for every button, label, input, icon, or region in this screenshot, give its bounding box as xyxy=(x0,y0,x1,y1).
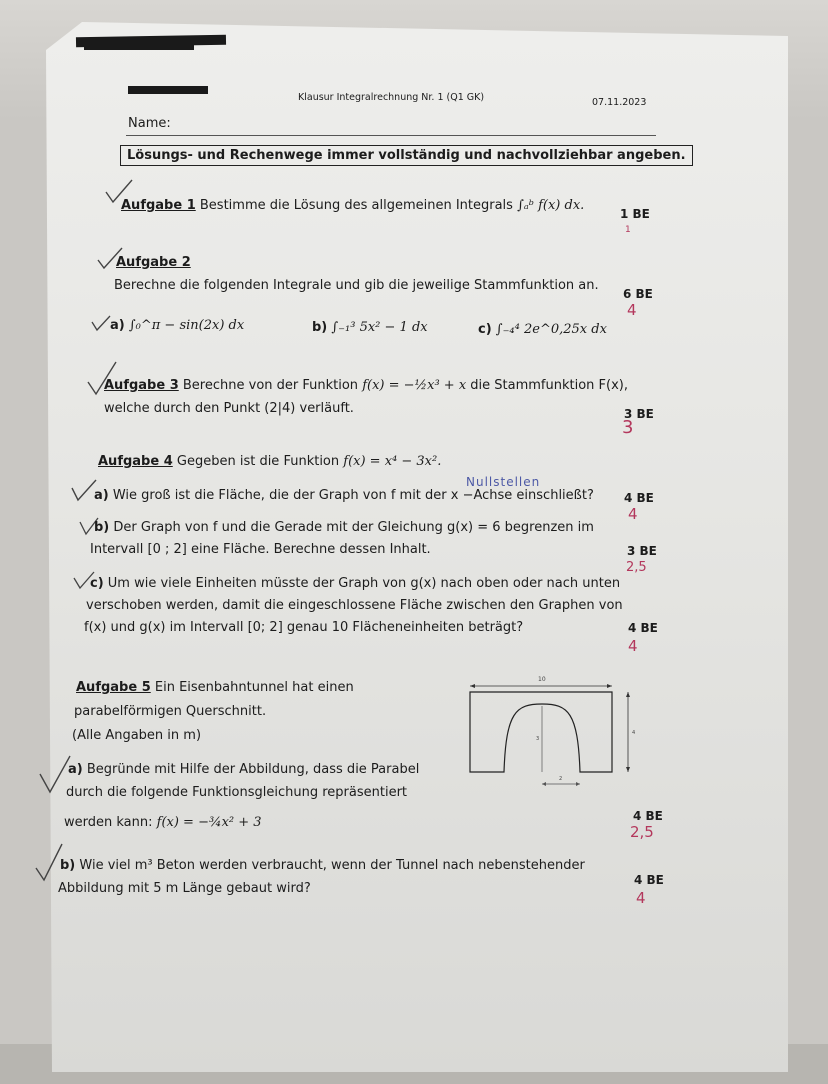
points: 3 BE xyxy=(627,544,657,558)
task-text: Gegeben ist die Funktion xyxy=(176,454,340,469)
name-line xyxy=(126,135,656,136)
subtask-label: a) xyxy=(110,318,125,333)
task-formula: ∫ₐᵇ f(x) dx. xyxy=(517,198,585,213)
score: 3 xyxy=(622,417,634,438)
instruction-box: Lösungs- und Rechenwege immer vollständig und nachvollziehbar angeben. xyxy=(120,145,693,166)
subtask-formula: ∫₋₄⁴ 2e^0,25x dx xyxy=(495,322,607,337)
subtask-text: werden kann: xyxy=(64,815,153,830)
exam-date: 07.11.2023 xyxy=(592,97,647,108)
subtask-text: Wie groß ist die Fläche, die der Graph von f mit der x −Achse einschließt? xyxy=(112,488,594,503)
score: 4 xyxy=(628,505,638,523)
task-formula: f(x) = −½x³ + x xyxy=(362,378,467,393)
subtask-formula: f(x) = −¾x² + 3 xyxy=(156,815,262,830)
subtask-formula: ∫₀^π − sin(2x) dx xyxy=(128,318,245,333)
subtask-label: a) xyxy=(94,488,109,503)
figure-width-label: 10 xyxy=(538,676,546,683)
score: 2,5 xyxy=(630,823,654,841)
subtask-text: Wie viel m³ Beton werden verbraucht, wenn der Tunnel nach nebenstehender xyxy=(79,858,585,873)
subtask-label: b) xyxy=(60,858,76,873)
subtask-label: c) xyxy=(478,322,492,337)
figure-arch-height-label: 3 xyxy=(536,736,540,742)
subtask-text: f(x) und g(x) im Intervall [0; 2] genau 10 Flächeneinheiten beträgt? xyxy=(84,620,524,635)
subtask-text: Um wie viele Einheiten müsste der Graph von g(x) nach oben oder nach unten xyxy=(107,576,621,591)
points: 3 BE xyxy=(624,407,654,421)
task-text: die Stammfunktion F(x), xyxy=(470,378,628,393)
points: 6 BE xyxy=(623,287,653,301)
points: 4 BE xyxy=(628,621,658,635)
task-text: Berechne die folgenden Integrale und gib die jeweilige Stammfunktion an. xyxy=(114,278,599,293)
exam-title: Klausur Integralrechnung Nr. 1 (Q1 GK) xyxy=(298,92,485,103)
score: 4 xyxy=(628,637,638,655)
points: 1 BE xyxy=(620,207,650,221)
task-label: Aufgabe 2 xyxy=(116,255,191,270)
score: 4 xyxy=(627,301,637,319)
subtask-label: b) xyxy=(94,520,110,535)
subtask-text: Intervall [0 ; 2] eine Fläche. Berechne dessen Inhalt. xyxy=(90,542,431,557)
subtask-text: durch die folgende Funktionsgleichung repräsentiert xyxy=(66,785,408,800)
name-label: Name: xyxy=(128,116,171,131)
subtask-text: Der Graph von f und die Gerade mit der Gleichung g(x) = 6 begrenzen im xyxy=(113,520,594,535)
task-text: Berechne von der Funktion xyxy=(182,378,359,393)
task-label: Aufgabe 1 xyxy=(121,198,196,213)
task-text: Ein Eisenbahntunnel hat einen xyxy=(154,680,354,695)
task-label: Aufgabe 5 xyxy=(76,680,151,695)
score: 2,5 xyxy=(626,560,647,575)
redacted-block xyxy=(84,44,194,50)
task-label: Aufgabe 4 xyxy=(98,454,173,469)
redacted-block xyxy=(128,86,208,94)
subtask-formula: ∫₋₁³ 5x² − 1 dx xyxy=(331,320,428,335)
task-formula: f(x) = x⁴ − 3x². xyxy=(343,454,442,469)
handwritten-note: Nullstellen xyxy=(466,475,541,489)
subtask-text: Begründe mit Hilfe der Abbildung, dass die Parabel xyxy=(86,762,420,777)
points: 4 BE xyxy=(634,873,664,887)
subtask-text: verschoben werden, damit die eingeschlossene Fläche zwischen den Graphen von xyxy=(86,598,623,613)
check-mark-icon xyxy=(90,314,112,332)
task-text: Bestimme die Lösung des allgemeinen Integrals xyxy=(199,198,513,213)
score: 4 xyxy=(636,889,646,907)
task-text: (Alle Angaben in m) xyxy=(72,728,202,743)
task-text: welche durch den Punkt (2|4) verläuft. xyxy=(104,401,354,416)
subtask-label: b) xyxy=(312,320,328,335)
subtask-label: c) xyxy=(90,576,104,591)
tunnel-figure xyxy=(460,672,640,792)
points: 4 BE xyxy=(633,809,663,823)
task-text: parabelförmigen Querschnitt. xyxy=(74,704,267,719)
subtask-text: Abbildung mit 5 m Länge gebaut wird? xyxy=(58,881,311,896)
points: 4 BE xyxy=(624,491,654,505)
subtask-label: a) xyxy=(68,762,83,777)
task-label: Aufgabe 3 xyxy=(104,378,179,393)
score: 1 xyxy=(625,225,631,235)
figure-half-base-label: 2 xyxy=(559,776,563,782)
figure-height-label: 4 xyxy=(632,730,636,736)
